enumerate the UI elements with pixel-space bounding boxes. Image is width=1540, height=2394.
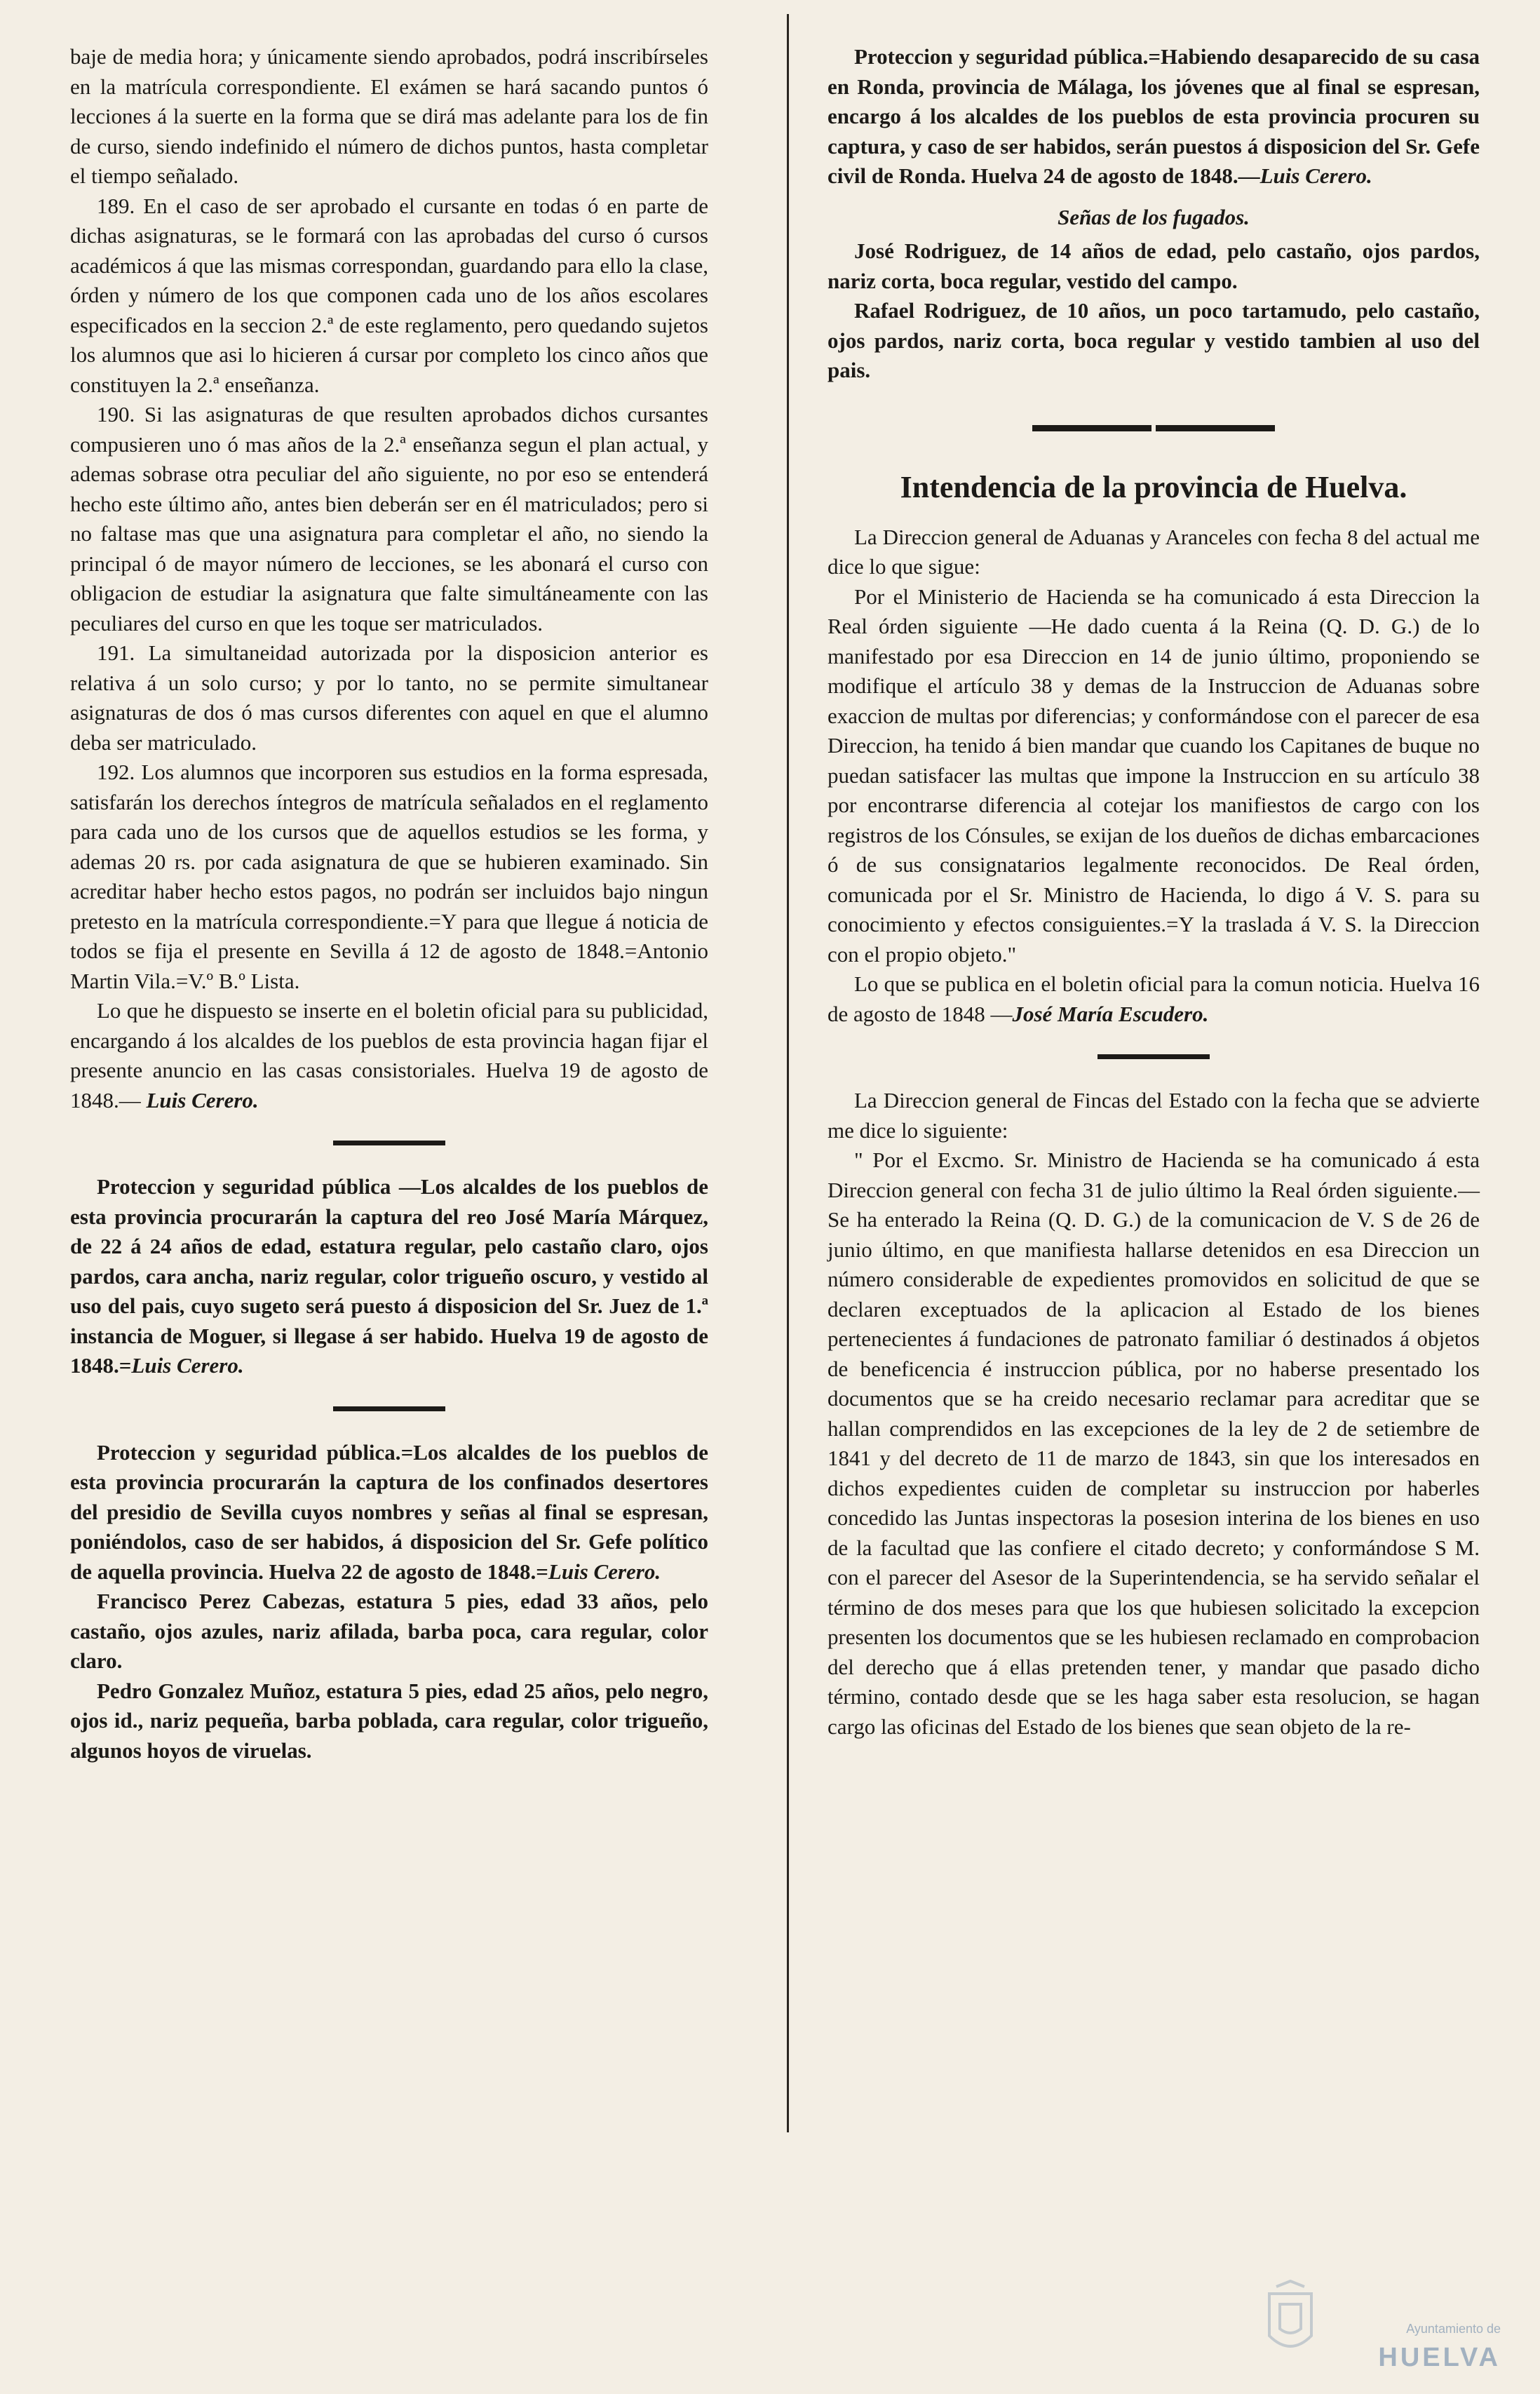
right-column [828, 42, 1480, 1742]
section-separator [828, 425, 1480, 431]
signature: Luis Cerero. [1259, 163, 1372, 188]
publication-order-text: Lo que he dispuesto se inserte en el boletin oficial para su publicidad, encargando á los alcaldes de los pueblos de esta provincia hagan fijar el presente anuncio en las casas consistoriales. Huelva 19 de agosto de 1848.— [70, 998, 708, 1112]
fugitive-description: Pedro Gonzalez Muñoz, estatura 5 pies, edad 25 años, pelo negro, ojos id., nariz pequeña, barba poblada, cara regular, color trigueño, algunos hoyos de viruelas. [70, 1678, 708, 1763]
fugado-description: José Rodriguez, de 14 años de edad, pelo castaño, ojos pardos, nariz corta, boca regular, vestido del campo. [828, 238, 1480, 293]
notice-ronda [828, 42, 1480, 191]
signature: Luis Cerero. [131, 1353, 244, 1378]
watermark-title: HUELVA [1378, 2343, 1501, 2372]
paragraph-continued: baje de media hora; y únicamente siendo aprobados, podrá inscribírseles en la matrícula correspondiente. El exámen se hará sacando puntos ó lecciones á la suerte en la forma que se dirá mas adelante para los de fin de curso, siendo indefinido el número de dichos puntos, hasta completar el tiempo señalado. [70, 44, 708, 188]
signature: Luis Cerero. [548, 1559, 661, 1584]
signature: Luis Cerero. [146, 1087, 259, 1112]
article-191: 191. La simultaneidad autorizada por la disposicion anterior es relativa á un solo curso; y por lo tanto, no se permite simultanear asignaturas de dos ó mas cursos diferentes con aquel en que el alumno deba ser matriculado. [70, 640, 708, 755]
left-column [70, 42, 708, 1766]
article-189: 189. En el caso de ser aprobado el cursante en todas ó en parte de dichas asignaturas, se le formará con las aprobadas del curso ó cursos académicos á que las mismas correspondan, guardando para ello la clase, órden y número de los que componen cada uno de los años escolares especificados en la seccion 2.ª de este reglamento, pero quedando sujetos los alumnos que asi lo hicieren á cursar por completo los cinco años que constituyen la 2.ª enseñanza. [70, 193, 708, 397]
closing-text: Lo que se publica en el boletin oficial para la comun noticia. Huelva 16 de agosto de 1848 — [828, 971, 1480, 1026]
watermark-caption: Ayuntamiento de [1406, 2322, 1501, 2336]
fugitive-description: Francisco Perez Cabezas, estatura 5 pies, edad 33 años, pelo castaño, ojos azules, nariz afilada, barba poca, cara regular, color claro. [70, 1589, 708, 1673]
rule-segment [1156, 425, 1275, 431]
rule-segment [1032, 425, 1151, 431]
signature: José María Escudero. [1012, 1001, 1209, 1026]
aduanas-closing [828, 969, 1480, 1029]
fugado-description: Rafael Rodriguez, de 10 años, un poco tartamudo, pelo castaño, ojos pardos, nariz corta, boca regular y vestido tambien al uso del pais. [828, 298, 1480, 382]
notice-body: =Habiendo desaparecido de su casa en Ronda, provincia de Málaga, los jóvenes que al final se espresan, encargo á los alcaldes de los pueblos de esta provincia procuren su captura, y caso de ser habidos, serán puestos á disposicion del Sr. Gefe civil de Ronda. Huelva 24 de agosto de 1848.— [828, 44, 1480, 188]
aduanas-intro: La Direccion general de Aduanas y Aranceles con fecha 8 del actual me dice lo que sigue: [828, 524, 1480, 579]
subheading-fugados: Señas de los fugados. [1058, 204, 1250, 229]
notice-body: =Los alcaldes de los pueblos de esta provincia procurarán la captura de los confinados desertores del presidio de Sevilla cuyos nombres y señas al final se espresan, poniéndolos, caso de ser habidos, á disposicion del Sr. Gefe político de aquella provincia. Huelva 22 de agosto de 1848.= [70, 1439, 708, 1584]
article-190: 190. Si las asignaturas de que resulten aprobados dichos cursantes compusieren uno ó mas años de la 2.ª enseñanza segun el plan actual, y ademas sobrase otra peculiar del año siguiente, no por eso se entenderá hecho este último año, antes bien deberán ser en él matriculados; pero si no faltase mas que una asignatura para completar el año, no siendo la principal ó de mayor número de lecciones, se les abonará el curso con obligacion de estudiar la asignatura que falte simultáneamente con las peculiares del curso en que les toque ser matriculados. [70, 402, 708, 636]
separator-rule [1097, 1054, 1210, 1059]
publication-order [70, 996, 708, 1115]
separator-rule [333, 1406, 445, 1411]
notice-body: —Los alcaldes de los pueblos de esta provincia procurarán la captura del reo José María Márquez, de 22 á 24 años de edad, estatura regular, pelo castaño claro, ojos pardos, cara ancha, nariz regular, color trigueño oscuro, y vestido al uso del pais, cuyo sugeto será puesto á disposicion del Sr. Juez de 1.ª instancia de Moguer, si llegase á ser habido. Huelva 19 de agosto de 1848.= [70, 1174, 708, 1378]
fincas-real-orden: " Por el Excmo. Sr. Ministro de Hacienda se ha comunicado á esta Direccion general con fecha 31 de julio último la Real órden siguiente.—Se ha enterado la Reina (Q. D. G.) de la comunicacion de V. S de 26 de junio último, en que manifiesta hallarse detenidos en esa Direccion un número considerable de expedientes promovidos en solicitud de que se declaren exceptuados de la aplicacion al Estado de los bienes pertenecientes á fundaciones de patronato familiar ó destinados á objetos de beneficencia é instruccion pública, por no haberse presentado los documentos que se ha creido necesario reclamar para acreditar que se hallan comprendidos en las excepciones de la ley de 2 de setiembre de 1841 y del decreto de 11 de marzo de 1843, sin que los interesados en dichos expedientes cuiden de completar su instruccion por haberles concedido las Juntas inspectoras la posesion interina de los bienes en uso de la facultad que las confiere el citado decreto; y conformándose S M. con el parecer del Asesor de la Superintendencia, se ha servido señalar el término de dos meses para que los que hubiesen solicitado la excepcion presenten los documentos que se les hubiesen reclamado en comprobacion del derecho que á ellas pretenden tener, y mandar que pasado dicho término, contado desde que se les haga saber esta resolucion, se hagan cargo las oficinas del Estado de los bienes que sean objeto de la re- [828, 1148, 1480, 1739]
notice-capture-reo [70, 1172, 708, 1381]
section-heading: Intendencia de la provincia de Huelva. [900, 469, 1407, 504]
column-divider [787, 14, 789, 2132]
notice-heading: Proteccion y seguridad pública [97, 1174, 391, 1199]
separator-rule [333, 1141, 445, 1145]
notice-confinados [70, 1438, 708, 1587]
aduanas-real-orden: Por el Ministerio de Hacienda se ha comunicado á esta Direccion la Real órden siguiente —He dado cuenta á la Reina (Q. D. G.) de lo manifestado por esa Direccion en 14 de junio último, proponiendo se modifique el artículo 38 y demas de la Instruccion de Aduanas sobre exaccion de multas por diferencias; y conformándose con el parecer de esa Direccion, ha tenido á bien mandar que cuando los Capitanes de buque no puedan satisfacer las multas que impone la Instruccion en su artículo 38 por encontrarse diferencia al cotejar los manifiestos de cargo con los registros de los Cónsules, se exijan de los dueños de dichas embarcaciones ó de sus consignatarios legalmente reconocidos. De Real órden, comunicada por el Sr. Ministro de Hacienda, lo digo á V. S. para su conocimiento y efectos consiguientes.=Y la traslada á V. S. la Direccion con el propio objeto." [828, 584, 1480, 967]
notice-heading: Proteccion y seguridad pública. [854, 44, 1149, 69]
article-192: 192. Los alumnos que incorporen sus estudios en la forma espresada, satisfarán los derechos íntegros de matrícula señalados en el reglamento para cada uno de los cursos que de aquellos estudios se les forma, y ademas 20 rs. por cada asignatura de que se hubieren examinado. Sin acreditar haber hecho estos pagos, no podrán ser incluidos bajo ningun pretesto en la matrícula correspondiente.=Y para que llegue á noticia de todos se fija el presente en Sevilla á 12 de agosto de 1848.=Antonio Martin Vila.=V.º B.º Lista. [70, 760, 708, 993]
notice-heading: Proteccion y seguridad pública. [97, 1439, 401, 1465]
fincas-intro: La Direccion general de Fincas del Estado con la fecha que se advierte me dice lo siguiente: [828, 1088, 1480, 1143]
